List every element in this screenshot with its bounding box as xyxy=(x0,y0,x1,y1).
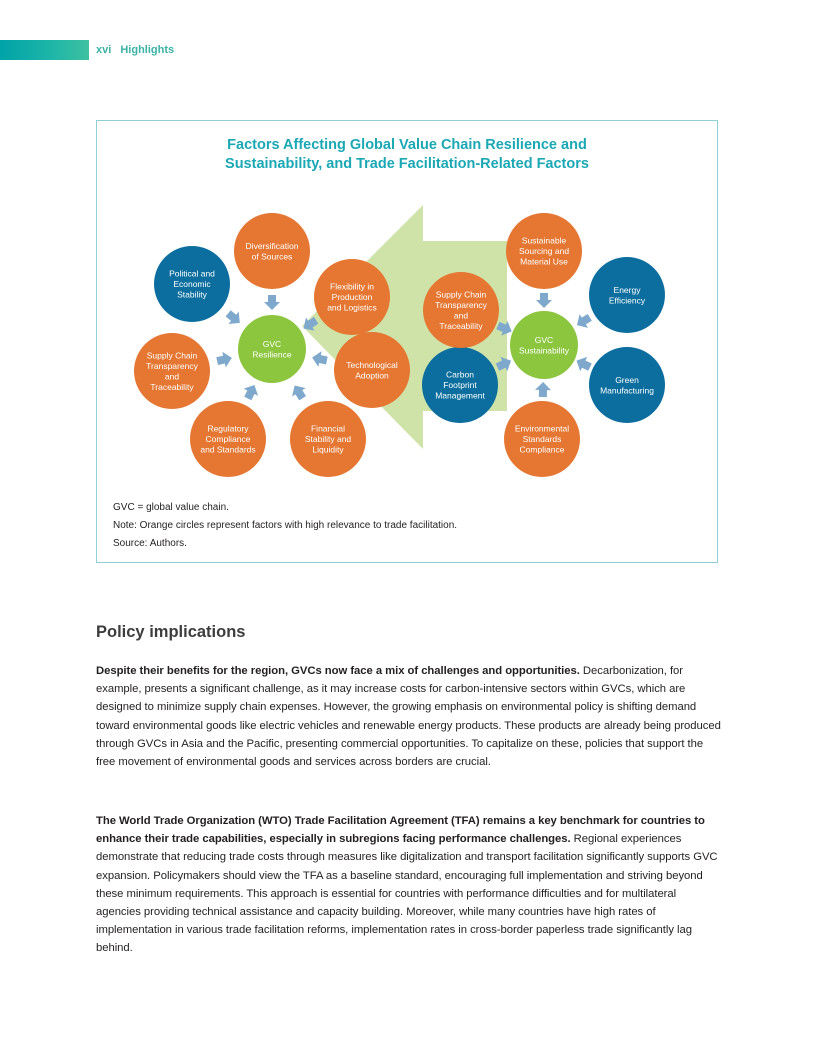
resilience-connector-arrow-icon xyxy=(223,307,245,329)
note-orange-circles: Note: Orange circles represent factors with high relevance to trade facilitation. xyxy=(113,520,458,531)
sustainability-factor-green-manufacturing xyxy=(589,347,665,423)
resilience-factor-supply-chain-transparency-and-traceability-label: Transparency xyxy=(146,360,198,371)
resilience-connector-arrow-icon xyxy=(311,350,329,369)
resilience-factor-financial-stability-and-liquidity xyxy=(290,401,366,477)
resilience-connector-arrow-icon xyxy=(241,381,262,402)
resilience-factor-regulatory-compliance-and-standards xyxy=(190,401,266,477)
paragraph-lead: Despite their benefits for the region, GVCs now face a mix of challenges and opportunities. xyxy=(96,665,580,677)
resilience-center-circle-label: Resilience xyxy=(252,349,292,360)
sustainability-factor-green-manufacturing-label: Manufacturing xyxy=(600,385,654,396)
sustainability-factor-sustainable-sourcing-and-material-use-label: Sustainable xyxy=(521,235,567,246)
running-header xyxy=(96,44,174,56)
paragraph-body: Decarbonization, for example, presents a significant challenge, as it may increase costs for carbon-intensive sectors within GVCs, which are designed to minimize supply chain expenses. However, the growing emphasis on environmental policy is shifting demand toward environmental goods like electric vehicles and renewable energy products. These products are already being produced through GVCs in Asia and the Pacific, presenting commercial opportunities. To capitalize on these, policies that support the free movement of environmental goods and services across borders are crucial. xyxy=(96,665,721,769)
resilience-connector-arrow-icon xyxy=(264,295,280,310)
sustainability-factor-supply-chain-transparency-and-traceability-label: Supply Chain xyxy=(435,289,487,300)
resilience-factor-flexibility-in-production-and-logistics-label: Flexibility in xyxy=(330,281,374,292)
resilience-factor-technological-adoption-label: Adoption xyxy=(355,370,389,381)
page-number: xvi xyxy=(96,44,112,56)
gvc-factors-diagram xyxy=(97,121,717,562)
paragraph-challenges xyxy=(96,662,722,771)
figure-title-line1: Factors Affecting Global Value Chain Resilience and xyxy=(227,137,587,153)
resilience-factor-technological-adoption xyxy=(334,332,410,408)
resilience-factor-financial-stability-and-liquidity-label: Financial xyxy=(310,423,346,434)
sustainability-connector-arrow-icon xyxy=(536,293,552,308)
sustainability-connector-arrow-icon xyxy=(573,311,594,332)
resilience-factor-political-and-economic-stability-label: Stability xyxy=(177,289,207,300)
paragraph-body: Regional experiences demonstrate that reducing trade costs through measures like digitalization and transport facilitation significantly supports GVC expansion. Policymakers should view the TFA as a baseline standard, encouraging full implementation and striving beyond these minimum requirements. This approach is essential for countries with performance difficulties and for multilateral agencies providing technical assistance and capacity building. Moreover, while many countries have high rates of implementation in various trade facilitation reforms, implementation rates in cross-border paperless trade significantly lag behind. xyxy=(96,833,718,955)
sustainability-factor-carbon-footprint-management-label: Management xyxy=(435,390,485,401)
resilience-factor-financial-stability-and-liquidity-label: Stability and xyxy=(304,434,352,444)
resilience-connector-arrow-icon xyxy=(288,381,310,402)
resilience-connector-arrow-icon xyxy=(215,350,233,369)
resilience-center-circle-label: GVC xyxy=(262,338,282,349)
figure-title-line2: Sustainability, and Trade Facilitation-Related Factors xyxy=(225,156,589,172)
resilience-factor-flexibility-in-production-and-logistics-label: Production xyxy=(331,292,373,302)
sustainability-factor-environmental-standards-compliance-label: Environmental xyxy=(514,423,570,434)
figure-notes xyxy=(113,499,457,553)
sustainability-factor-sustainable-sourcing-and-material-use-label: Sourcing and xyxy=(518,246,570,256)
section-heading-policy: Policy implications xyxy=(96,623,246,641)
sustainability-factor-supply-chain-transparency-and-traceability-label: Transparency xyxy=(435,299,487,310)
resilience-center-circle xyxy=(238,315,306,383)
figure-box xyxy=(96,120,718,563)
sustainability-factor-supply-chain-transparency-and-traceability xyxy=(423,272,499,348)
resilience-factor-technological-adoption-label: Technological xyxy=(346,359,398,370)
sustainability-factor-carbon-footprint-management xyxy=(422,347,498,423)
resilience-factor-flexibility-in-production-and-logistics xyxy=(314,259,390,335)
sustainability-factor-environmental-standards-compliance-label: Standards xyxy=(522,434,562,444)
paragraph-lead: The World Trade Organization (WTO) Trade Facilitation Agreement (TFA) remains a key benchmark for countries to enhance their trade capabilities, especially in subregions facing performance challenges. xyxy=(96,815,705,846)
resilience-factor-supply-chain-transparency-and-traceability xyxy=(134,333,210,409)
header-accent-bar xyxy=(0,40,89,60)
sustainability-factor-carbon-footprint-management-label: Carbon xyxy=(446,369,474,380)
sustainability-factor-environmental-standards-compliance-label: Compliance xyxy=(519,444,565,455)
sustainability-factor-supply-chain-transparency-and-traceability-label: Traceability xyxy=(439,320,483,331)
resilience-factor-diversification-of-sources-label: Diversification xyxy=(245,240,299,251)
sustainability-center-circle xyxy=(510,311,578,379)
resilience-factor-financial-stability-and-liquidity-label: Liquidity xyxy=(312,444,344,455)
sustainability-factor-sustainable-sourcing-and-material-use-label: Material Use xyxy=(520,256,568,267)
resilience-factor-political-and-economic-stability-label: Political and xyxy=(169,268,215,279)
sustainability-factor-energy-efficiency-label: Energy xyxy=(613,284,641,295)
resilience-factor-supply-chain-transparency-and-traceability-label: and xyxy=(164,371,180,382)
resilience-factor-regulatory-compliance-and-standards-label: and Standards xyxy=(200,444,256,455)
sustainability-factor-energy-efficiency xyxy=(589,257,665,333)
resilience-factor-supply-chain-transparency-and-traceability-label: Supply Chain xyxy=(146,350,198,361)
resilience-factor-political-and-economic-stability xyxy=(154,246,230,322)
paragraph-wto-tfa xyxy=(96,812,722,958)
resilience-factor-diversification-of-sources xyxy=(234,213,310,289)
sustainability-center-circle-label: GVC xyxy=(534,334,554,345)
resilience-factor-regulatory-compliance-and-standards-label: Regulatory xyxy=(207,423,249,434)
resilience-factor-political-and-economic-stability-label: Economic xyxy=(173,279,211,289)
resilience-factor-supply-chain-transparency-and-traceability-label: Traceability xyxy=(150,381,194,392)
sustainability-connector-arrow-icon xyxy=(573,353,593,374)
sustainability-center-circle-label: Sustainability xyxy=(518,345,570,356)
sustainability-factor-energy-efficiency-label: Efficiency xyxy=(608,295,646,306)
resilience-factor-diversification-of-sources-label: of Sources xyxy=(251,251,293,262)
sustainability-factor-environmental-standards-compliance xyxy=(504,401,580,477)
sustainability-connector-arrow-icon xyxy=(535,382,551,397)
note-source: Source: Authors. xyxy=(113,538,187,549)
sustainability-factor-sustainable-sourcing-and-material-use xyxy=(506,213,582,289)
resilience-factor-regulatory-compliance-and-standards-label: Compliance xyxy=(205,434,251,444)
resilience-factor-flexibility-in-production-and-logistics-label: and Logistics xyxy=(327,302,377,313)
sustainability-factor-carbon-footprint-management-label: Footprint xyxy=(443,380,477,390)
section-name: Highlights xyxy=(120,44,175,56)
sustainability-factor-green-manufacturing-label: Green xyxy=(615,374,639,385)
sustainability-factor-supply-chain-transparency-and-traceability-label: and xyxy=(453,310,469,321)
note-abbreviation: GVC = global value chain. xyxy=(113,502,229,513)
